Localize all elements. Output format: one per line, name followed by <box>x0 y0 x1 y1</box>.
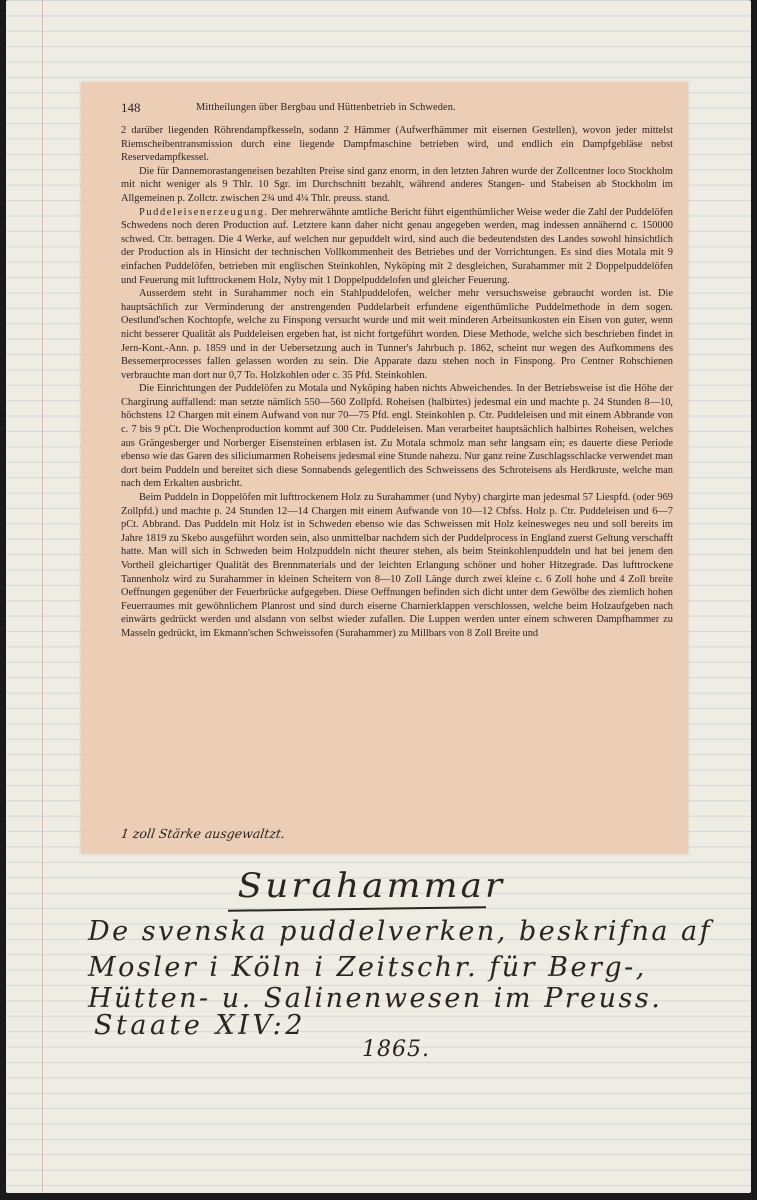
handwritten-line: De svenska puddelverken, beskrifna af <box>88 916 713 947</box>
handwritten-title: Surahammar <box>237 866 506 906</box>
catalog-card <box>6 0 751 1193</box>
handwritten-note: 1 zoll Stärke ausgewaltzt. <box>119 826 287 841</box>
title-underline <box>228 906 486 912</box>
paragraph: Beim Puddeln in Doppelöfen mit lufttrockenem Holz zu Surahammer (und Nyby) chargirte man jedesmal 57 Liespfd. (oder 969 Zollpfd.) und machte p. 24 Stunden 12—14 Chargen mit einem Aufwande von 10—12 Cbfss. Holz p. Ctr. Puddeleisen und 6—7 pCt. Abbrand. Das Puddeln mit Holz ist in Schweden ebenso wie das Schweissen mit Holz keinesweges neu und soll bereits im Jahre 1819 zu Skebo ausgeführt worden sein, also unmittelbar nachdem sich der Puddelprocess in England zuerst Geltung verschafft hatte. Man will sich in Schweden beim Holzpuddeln nicht theurer stehen, als beim Steinkohlenpuddeln und hat bei jenem den Vortheil gleichartiger Qualität des Brennmaterials und der leichten Erlangung schöner und hoher Hitzegrade. Das lufttrockene Tannenholz wird zu Surahammer in kleinen Scheitern von 8—10 Zoll Länge durch zwei kleine c. 6 Zoll hohe und 4 Zoll breite Oeffnungen gegenüber der Feuerbrücke aufgegeben. Diese Oeffnungen befinden sich dicht unter dem Gewölbe des ziemlich hohen Feuerraumes mit gewöhnlichem Planrost und sind durch eiserne Charnierklappen verschlossen, welche beim Holzaufgeben nach einwärts gedrückt werden und alsdann von selbst wieder zufallen. Die Luppen werden unter einem schweren Dampfhammer zu Masseln gedrückt, im Ekmann'schen Schweissofen (Surahammer) zu Millbars von 8 Zoll Breite und <box>121 492 673 639</box>
clipping-body <box>121 124 673 641</box>
page-number: 148 <box>121 100 141 115</box>
handwritten-line: Mosler i Köln i Zeitschr. für Berg-, <box>88 952 647 983</box>
paragraph: Ausserdem steht in Surahammer noch ein Stahlpuddelofen, welcher mehr versuchsweise gebraucht worden ist. Die hauptsächlich zur Verminderung der anstrengenden Puddelarbeit erfundene eigenthümliche Puddelmethode in dem sogen. Oestlund'schen Kochtopfe, welche zu Finspong versucht wurde und mit weit minderen Arbeitsunkosten ein Eisen von guter, wenn nicht besserer Qualität als Puddeleisen ergeben hat, ist nicht fortgeführt worden. Diese Methode, welche sich beschrieben findet in Jern-Kont.-Ann. p. 1859 und in der Uebersetzung auch in Tunner's Jahrbuch p. 1862, scheint nur wegen des Aufkommens des Bessemerprocesses fallen gelassen worden zu sein. Die Apparate dazu stehen noch in Finspong. Pro Centner Rohschienen verbrauchte man dort nur 0,7 To. Holzkohlen oder c. 35 Pfd. Steinkohlen. <box>121 288 673 381</box>
running-head: Mittheilungen über Bergbau und Hüttenbetrieb in Schweden. <box>196 102 456 113</box>
section-heading: Puddeleisenerzeugung. <box>139 206 269 218</box>
paragraph: Die Einrichtungen der Puddelöfen zu Motala und Nyköping haben nichts Abweichendes. In der Betriebsweise ist die Höhe der Chargirung auffallend: man setzte nämlich 550—560 Zollpfd. Roheisen (halbirtes) jedesmal ein und machte p. 24 Stunden 8—10, höchstens 12 Chargen mit einem Aufwand von nur 70—75 Pfd. engl. Steinkohlen p. Ctr. Puddeleisen und mit einem Abbrande von c. 7 bis 9 pCt. Die Wochenproduction kommt auf 300 Ctr. Puddeleisen. Man verarbeitet hauptsächlich halbirtes Roheisen, welches aus Grängesberger und Norberger Eisensteinen erblasen ist. Zu Motala schmolz man sehr langsam ein; es dauerte diese Periode ebenso wie das Garen des siliciumarmen Roheisens jedesmal eine Stunde nahezu. Nur ganz reine Zuschlagsschlacke verwendet man dort beim Puddeln und bereitet sich diese Sonnabends gelegentlich des Schweissens des Schroteisens als Herdkruste, welche man nach dem Erkalten ausbricht. <box>121 383 673 490</box>
clipping-header <box>121 100 651 118</box>
newspaper-clipping <box>81 82 688 854</box>
paragraph <box>121 206 673 288</box>
handwritten-year: 1865. <box>362 1037 430 1062</box>
paragraph-text: Der mehrerwähnte amtliche Bericht führt eigenthümlicher Weise weder die Zahl der Puddelöfen Schwedens noch deren Production auf. Letztere kann daher nicht genau angegeben werden, mag indessen annähernd c. 150000 schwed. Ctr. betragen. Die 4 Werke, auf welchen nur gepuddelt wird, sind auch die bedeutendsten des Landes sowohl hinsichtlich der Production als in Hinsicht der technischen Vollkommenheit des Betriebes und der Vorrichtungen. Es sind dies Motala mit 9 einfachen Puddelöfen, betrieben mit englischen Steinkohlen, Nyköping mit 2 desgleichen, Surahammer mit 2 Doppelpuddelöfen und Feuerung mit lufttrockenem Holz, Nyby mit 1 Doppelpuddelofen und gleicher Feuerung. <box>121 206 673 286</box>
handwritten-line: Hütten- u. Salinenwesen im Preuss. <box>88 983 663 1014</box>
handwritten-line: Staate XIV:2 <box>94 1010 306 1041</box>
paragraph: 2 darüber liegenden Röhrendampfkesseln, sodann 2 Hämmer (Aufwerfhämmer mit eisernen Gestellen), wovon jeder mittelst Riemscheibentransmission durch eine liegende Dampfmaschine betrieben wird, und endlich ein Dampfgebläse nebst Reservedampfkessel. <box>121 125 673 164</box>
paragraph: Die für Dannemorastangeneisen bezahlten Preise sind ganz enorm, in den letzten Jahren wurde der Zollcentner loco Stockholm mit nicht weniger als 9 Thlr. 10 Sgr. im Durchschnitt bezahlt, während anderes Stangen- und Stabeisen ab Stockholm im Allgemeinen p. Zollctr. zwischen 2¾ und 4¼ Thlr. preuss. stand. <box>121 165 673 204</box>
